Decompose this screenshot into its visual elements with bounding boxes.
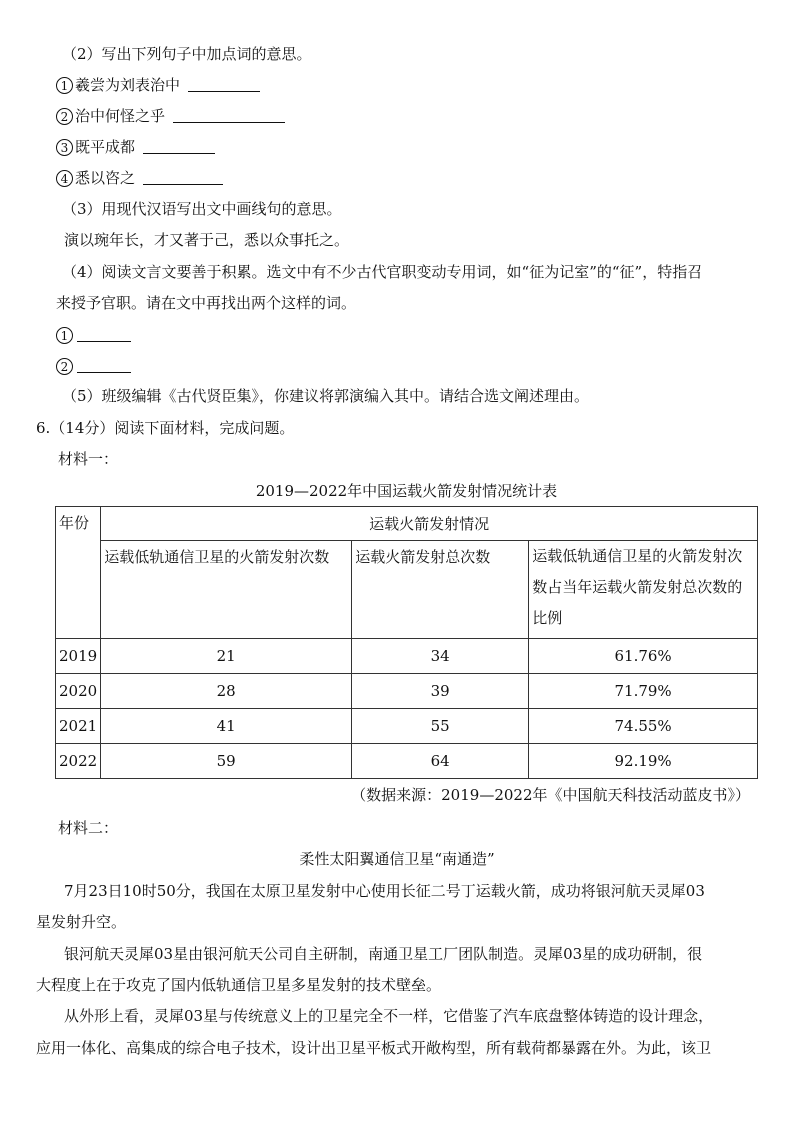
year-cell: 2019	[56, 639, 101, 674]
item-sentence: 羲尝为刘表治中	[75, 76, 181, 94]
paragraph-3-line-2: 应用一体化、高集成的综合电子技术，设计出卫星平板式开敞构型，所有载荷都暴露在外。为此，该卫	[36, 1039, 712, 1057]
ratio-cell: 92.19%	[529, 744, 758, 779]
circled-number: 1	[56, 327, 73, 344]
item-sentence: 治中何怪之乎	[75, 107, 166, 125]
leo-count-cell: 21	[101, 639, 352, 674]
question-5-part-2: （2）写出下列句子中加点词的意思。	[62, 45, 312, 63]
answer-blank[interactable]	[143, 168, 223, 185]
ratio-cell: 71.79%	[529, 674, 758, 709]
launch-group-header: 运载火箭发射情况	[101, 507, 758, 541]
question-5-part-3: （3）用现代汉语写出文中画线句的意思。	[62, 200, 342, 218]
leo-count-cell: 41	[101, 709, 352, 744]
official-term-answer-2	[56, 356, 131, 376]
word-meaning-item-2	[56, 106, 285, 126]
question-5-part-5: （5）班级编辑《古代贤臣集》，你建议将郭演编入其中。请结合选文阐述理由。	[62, 387, 590, 405]
question-6-header: 6.（14分）阅读下面材料，完成问题。	[36, 419, 295, 437]
ratio-cell: 74.55%	[529, 709, 758, 744]
leo-count-cell: 28	[101, 674, 352, 709]
table-row	[56, 709, 758, 744]
answer-blank[interactable]	[77, 325, 131, 342]
circled-number: 3	[56, 139, 73, 156]
leo-ratio-header-line: 比例	[532, 609, 563, 627]
ratio-cell: 61.76%	[529, 639, 758, 674]
circled-number: 1	[56, 77, 73, 94]
material-1-label: 材料一：	[58, 450, 119, 468]
launch-statistics-table	[55, 506, 758, 779]
leo-ratio-header-line: 运载低轨通信卫星的火箭发射次	[532, 547, 743, 565]
article-title: 柔性太阳翼通信卫星“南通造”	[299, 850, 495, 868]
year-header: 年份	[56, 507, 101, 639]
leo-count-cell: 59	[101, 744, 352, 779]
year-cell: 2021	[56, 709, 101, 744]
total-count-cell: 39	[352, 674, 529, 709]
paragraph-3-line-1: 从外形上看，灵犀03星与传统意义上的卫星完全不一样，它借鉴了汽车底盘整体铸造的设计理念，	[64, 1007, 714, 1025]
paragraph-2-line-2: 大程度上在于攻克了国内低轨通信卫星多星发射的技术壁垒。	[36, 976, 442, 994]
question-5-part-4-line-2: 来授予官职。请在文中再找出两个这样的词。	[56, 294, 357, 312]
total-count-cell: 34	[352, 639, 529, 674]
official-term-answer-1	[56, 325, 131, 345]
total-count-cell: 64	[352, 744, 529, 779]
year-cell: 2020	[56, 674, 101, 709]
paragraph-1-line-2: 星发射升空。	[36, 913, 127, 931]
word-meaning-item-4	[56, 168, 223, 188]
circled-number: 2	[56, 108, 73, 125]
item-sentence: 悉以咨之	[75, 169, 136, 187]
circled-number: 4	[56, 170, 73, 187]
word-meaning-item-1	[56, 75, 260, 95]
item-sentence: 既平成都	[75, 138, 136, 156]
answer-blank[interactable]	[173, 106, 285, 123]
total-count-cell: 55	[352, 709, 529, 744]
word-meaning-item-3	[56, 137, 215, 157]
circled-number: 2	[56, 358, 73, 375]
year-cell: 2022	[56, 744, 101, 779]
paragraph-2-line-1: 银河航天灵犀03星由银河航天公司自主研制，南通卫星工厂团队制造。灵犀03星的成功研制，很	[64, 945, 703, 963]
table-row	[56, 639, 758, 674]
answer-blank[interactable]	[77, 356, 131, 373]
table-row	[56, 674, 758, 709]
data-source-note: （数据来源：2019—2022年《中国航天科技活动蓝皮书》）	[351, 786, 750, 804]
material-2-label: 材料二：	[58, 819, 119, 837]
paragraph-1-line-1: 7月23日10时50分，我国在太原卫星发射中心使用长征二号丁运载火箭，成功将银河航天灵犀03	[64, 882, 705, 900]
table-row	[56, 744, 758, 779]
leo-ratio-header	[529, 541, 758, 639]
total-launch-count-header: 运载火箭发射总次数	[352, 541, 529, 639]
table-title: 2019—2022年中国运载火箭发射情况统计表	[255, 482, 558, 500]
answer-blank[interactable]	[143, 137, 215, 154]
question-5-part-4-line-1: （4）阅读文言文要善于积累。选文中有不少古代官职变动专用词，如“征为记室”的“征”，特指召	[62, 263, 703, 281]
leo-launch-count-header: 运载低轨通信卫星的火箭发射次数	[101, 541, 352, 639]
leo-ratio-header-line: 数占当年运载火箭发射总次数的	[532, 578, 743, 596]
answer-blank[interactable]	[188, 75, 260, 92]
underlined-sentence: 演以琬年长，才又著于己，悉以众事托之。	[64, 231, 350, 249]
